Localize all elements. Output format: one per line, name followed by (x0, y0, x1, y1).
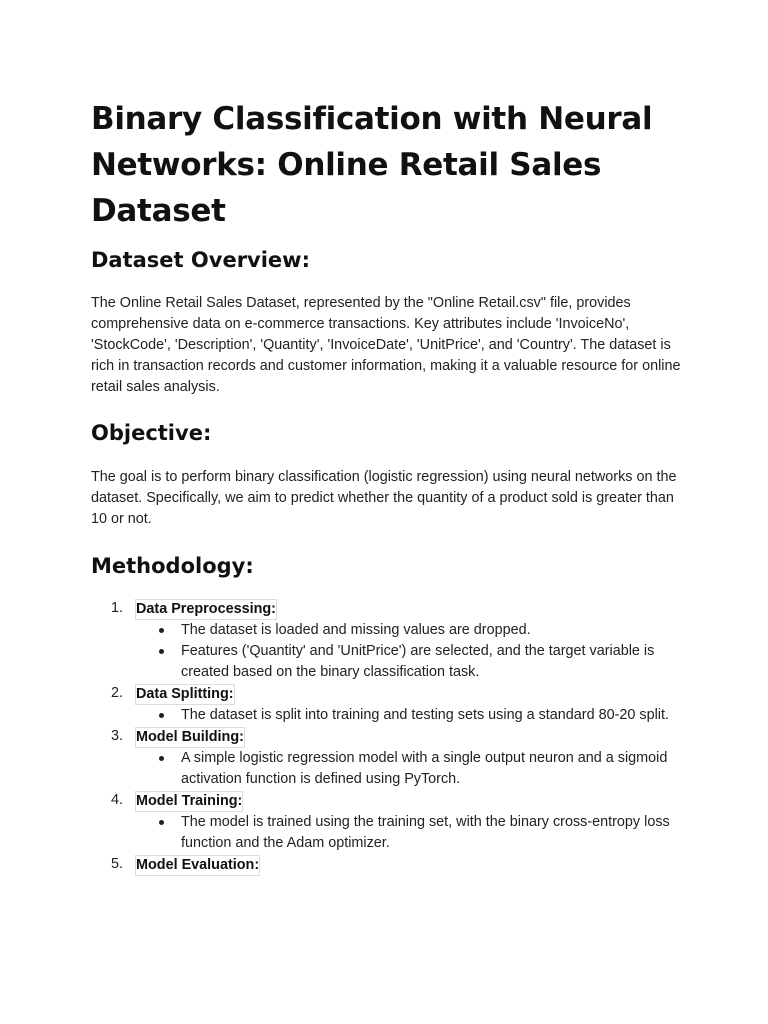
methodology-step-data-splitting (91, 683, 691, 726)
methodology-steps-list (91, 598, 691, 876)
list-item (136, 620, 691, 641)
bullet-icon (159, 628, 164, 633)
methodology-step-model-evaluation (91, 854, 691, 876)
step-number: 3. (111, 728, 124, 744)
bullet-text: The model is trained using the training set, with the binary cross-entropy loss function and the Adam optimizer. (181, 814, 670, 851)
methodology-step-model-building (91, 726, 691, 790)
step-number: 4. (111, 792, 124, 808)
step-label-data-preprocessing: Data Preprocessing: (136, 601, 276, 617)
step-bullets (136, 705, 691, 726)
methodology-step-model-training (91, 790, 691, 854)
step-bullets (136, 620, 691, 683)
step-label-model-building: Model Building: (136, 729, 244, 745)
list-item (136, 748, 691, 790)
bullet-text: Features ('Quantity' and 'UnitPrice') are selected, and the target variable is created based on the binary classification task. (181, 643, 655, 680)
step-bullets (136, 748, 691, 790)
bullet-text: The dataset is split into training and testing sets using a standard 80-20 split. (181, 707, 669, 723)
bullet-icon (159, 756, 164, 761)
methodology-step-data-preprocessing (91, 598, 691, 683)
dataset-overview-paragraph: The Online Retail Sales Dataset, represented by the "Online Retail.csv" file, provides comprehensive data on e-commerce transactions. Key attributes include 'InvoiceNo', 'StockCode', 'Description', 'Quantity', 'InvoiceDate', 'UnitPrice', and 'Country'. The dataset is rich in transaction records and customer information, making it a valuable resource for online retail sales analysis. (91, 295, 681, 395)
document-page (91, 96, 691, 876)
section-heading-methodology: Methodology: (91, 554, 254, 578)
bullet-text: The dataset is loaded and missing values are dropped. (181, 622, 531, 638)
section-heading-objective: Objective: (91, 421, 212, 445)
document-title: Binary Classification with Neural Networks: Online Retail Sales Dataset (91, 101, 653, 229)
list-item (136, 812, 691, 854)
list-item (136, 641, 691, 683)
step-label-model-evaluation: Model Evaluation: (136, 857, 260, 873)
bullet-icon (159, 649, 164, 654)
step-number: 2. (111, 685, 124, 701)
bullet-text: A simple logistic regression model with a single output neuron and a sigmoid activation function is defined using PyTorch. (181, 750, 668, 787)
bullet-icon (159, 713, 164, 718)
step-number: 5. (111, 856, 124, 872)
step-label-data-splitting: Data Splitting: (136, 686, 234, 702)
step-bullets (136, 812, 691, 854)
step-label-model-training: Model Training: (136, 793, 243, 809)
step-number: 1. (111, 600, 124, 616)
objective-paragraph: The goal is to perform binary classification (logistic regression) using neural networks on the dataset. Specifically, we aim to predict whether the quantity of a product sold is greater than 10 or not. (91, 469, 677, 527)
bullet-icon (159, 820, 164, 825)
list-item (136, 705, 691, 726)
section-heading-dataset-overview: Dataset Overview: (91, 248, 310, 272)
